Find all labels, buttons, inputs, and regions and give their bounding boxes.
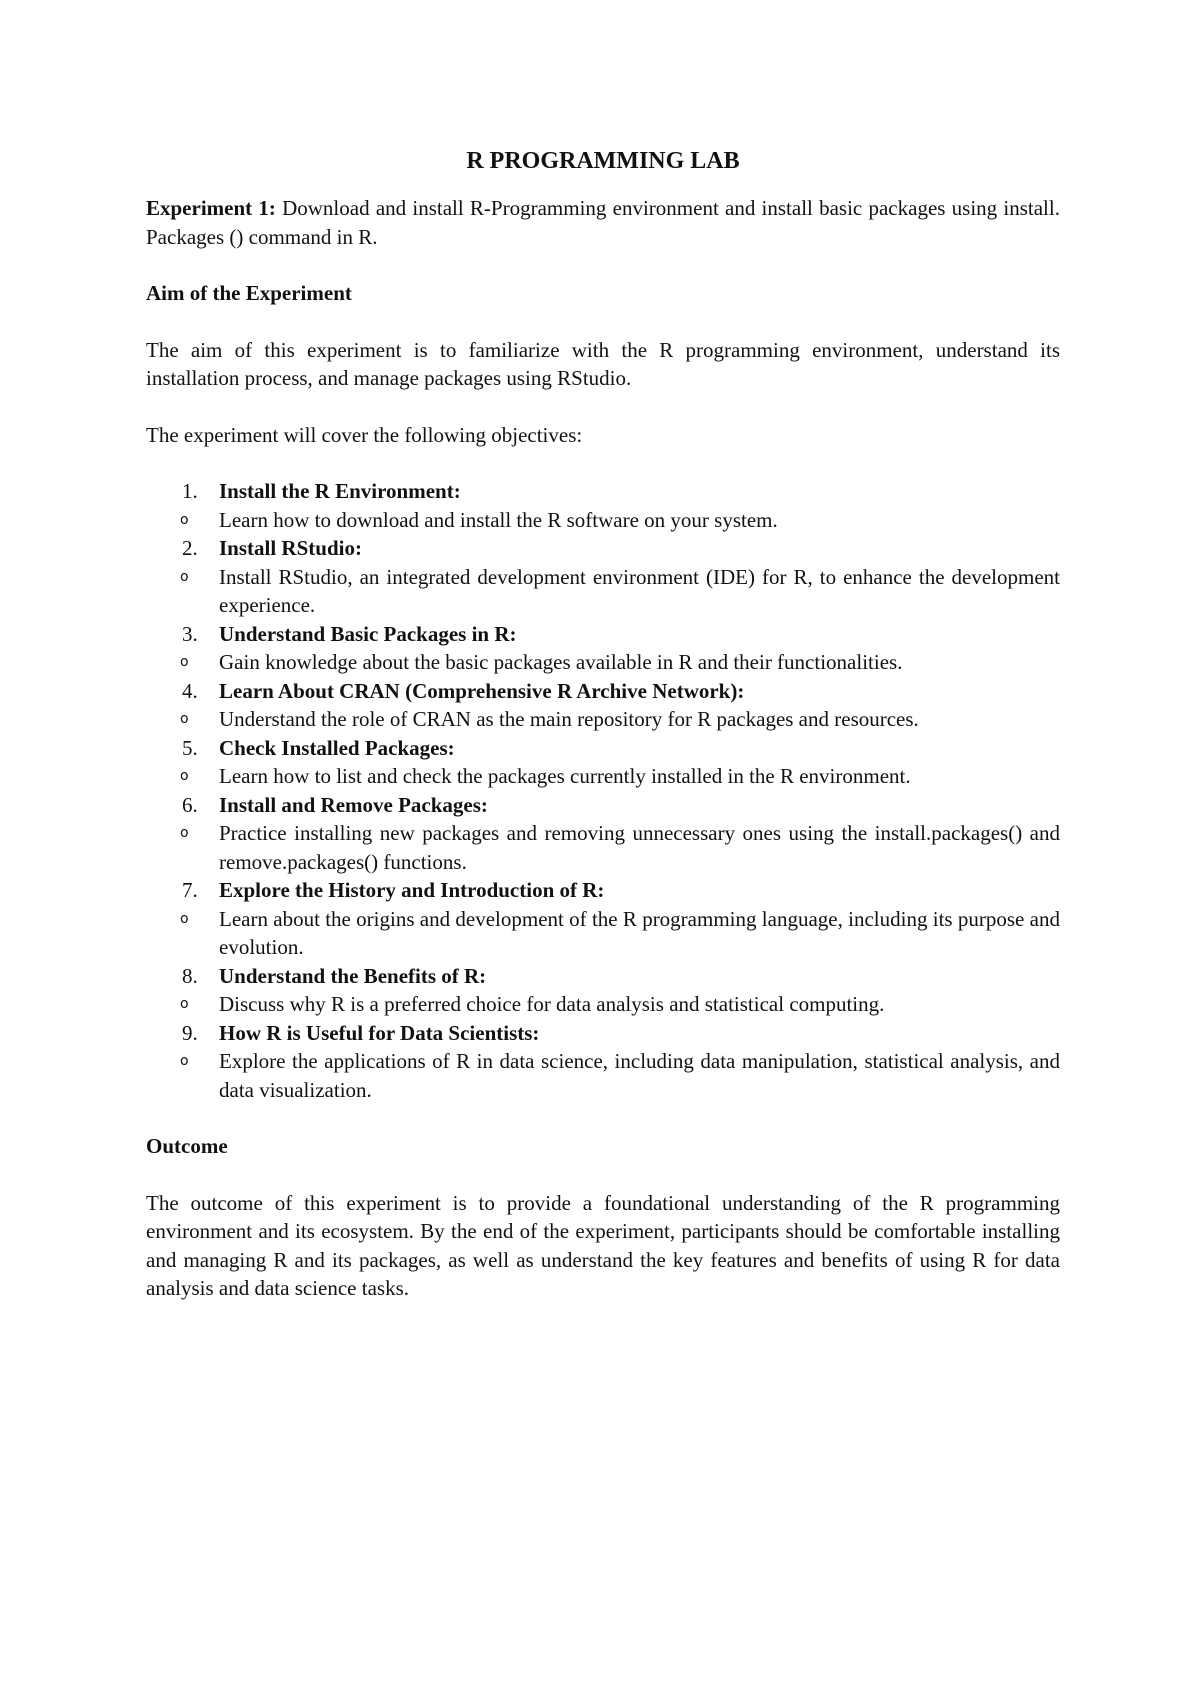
objective-detail-text: Gain knowledge about the basic packages available in R and their functionalities. [219, 650, 903, 674]
objective-detail [146, 506, 1060, 535]
objective-item [146, 1019, 1060, 1105]
objective-detail-text: Explore the applications of R in data science, including data manipulation, statistical analysis, and data visualization. [219, 1049, 1060, 1102]
hollow-bullet-icon: o [180, 825, 189, 841]
objective-detail [146, 1047, 1060, 1104]
objective-header [146, 677, 1060, 706]
objective-detail [146, 762, 1060, 791]
document-title: R PROGRAMMING LAB [466, 148, 740, 174]
objective-number: 9. [182, 1020, 198, 1045]
hollow-bullet-icon: o [180, 996, 189, 1012]
experiment-label: Experiment 1: [146, 196, 276, 220]
objective-detail-text: Learn how to download and install the R software on your system. [219, 507, 778, 532]
objective-title: Install the R Environment: [219, 479, 461, 503]
objective-detail [146, 648, 1060, 677]
objective-header [146, 477, 1060, 506]
objective-detail-text: Discuss why R is a preferred choice for data analysis and statistical computing. [219, 992, 885, 1016]
objective-item [146, 876, 1060, 962]
objective-number: 1. [182, 479, 198, 503]
outcome-paragraph: The outcome of this experiment is to provide a foundational understanding of the R programming environment and its ecosystem. By the end of the experiment, participants should be comfortable installing and managing R and its packages, as well as understand the key features and benefits of using R for data analysis and data science tasks. [146, 1190, 1060, 1300]
objective-detail-text: Learn how to list and check the packages currently installed in the R environment. [219, 764, 911, 788]
aim-paragraph: The aim of this experiment is to familiarize with the R programming environment, understand its installation process, and manage packages using RStudio. [146, 337, 1060, 390]
objective-title: Explore the History and Introduction of R: [219, 878, 605, 902]
document-page [146, 146, 1060, 1303]
objective-header [146, 791, 1060, 820]
aim-heading: Aim of the Experiment [146, 281, 352, 305]
objective-title: How R is Useful for Data Scientists: [219, 1020, 540, 1045]
objective-header [146, 876, 1060, 905]
objective-item [146, 477, 1060, 534]
objective-item [146, 791, 1060, 877]
objective-detail [146, 905, 1060, 962]
objective-detail-text: Learn about the origins and development of the R programming language, including its purpose and evolution. [219, 906, 1060, 959]
hollow-bullet-icon: o [180, 910, 189, 927]
objective-title: Understand Basic Packages in R: [219, 621, 517, 646]
objectives-list [146, 477, 1060, 1104]
objective-item [146, 734, 1060, 791]
objective-detail [146, 819, 1060, 876]
objective-title: Understand the Benefits of R: [219, 963, 487, 988]
hollow-bullet-icon: o [180, 568, 189, 585]
objective-number: 8. [182, 963, 198, 988]
objective-header [146, 962, 1060, 991]
objective-item [146, 962, 1060, 1019]
hollow-bullet-icon: o [180, 654, 189, 670]
objective-header [146, 620, 1060, 649]
objective-title: Check Installed Packages: [219, 735, 455, 760]
objective-item [146, 677, 1060, 734]
objective-detail [146, 990, 1060, 1019]
hollow-bullet-icon: o [180, 1053, 189, 1069]
objective-header [146, 734, 1060, 763]
objective-detail-text: Understand the role of CRAN as the main repository for R packages and resources. [219, 707, 919, 731]
experiment-text: Download and install R-Programming environment and install basic packages using install. Packages () command in R. [146, 196, 1060, 249]
objective-number: 7. [182, 878, 198, 902]
objective-number: 3. [182, 621, 198, 646]
hollow-bullet-icon: o [180, 511, 189, 528]
hollow-bullet-icon: o [180, 711, 189, 727]
objectives-intro: The experiment will cover the following objectives: [146, 422, 583, 447]
experiment-statement [146, 194, 1060, 251]
objective-detail [146, 563, 1060, 620]
objective-number: 2. [182, 536, 198, 560]
objective-item [146, 534, 1060, 620]
objective-number: 5. [182, 735, 198, 760]
objective-header [146, 1019, 1060, 1048]
objective-item [146, 620, 1060, 677]
objective-number: 4. [182, 678, 198, 703]
outcome-heading: Outcome [146, 1134, 228, 1158]
objective-number: 6. [182, 792, 198, 817]
objective-detail-text: Install RStudio, an integrated development environment (IDE) for R, to enhance the development experience. [219, 564, 1060, 617]
objective-title: Learn About CRAN (Comprehensive R Archive Network): [219, 678, 745, 703]
objective-header [146, 534, 1060, 563]
hollow-bullet-icon: o [180, 768, 189, 784]
objective-title: Install RStudio: [219, 536, 362, 560]
objective-title: Install and Remove Packages: [219, 792, 488, 817]
objective-detail [146, 705, 1060, 734]
objective-detail-text: Practice installing new packages and removing unnecessary ones using the install.packages() and remove.packages() functions. [219, 821, 1060, 874]
